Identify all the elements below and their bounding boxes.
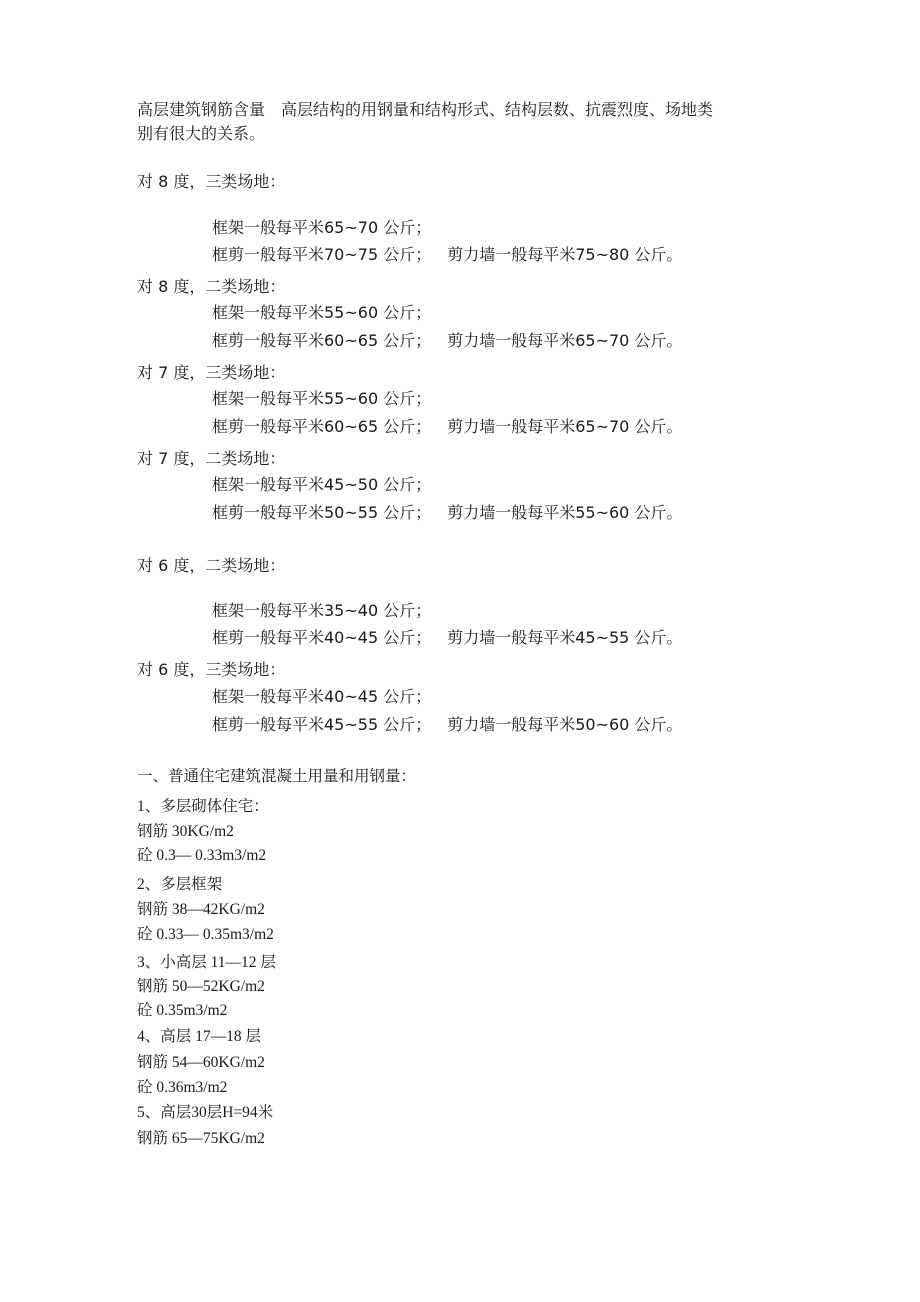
frame-steel-line: 框架一般每平米55~60 公斤； (212, 389, 432, 408)
list-item: 钢筋 54—60KG/m2 (137, 1054, 265, 1071)
shear-wall-text: 剪力墙一般每平米50~60 公斤。 (447, 715, 683, 734)
frame-steel-line: 框架一般每平米65~70 公斤； (212, 218, 432, 237)
list-item: 1、多层砌体住宅： (137, 798, 269, 815)
shear-wall-text: 剪力墙一般每平米55~60 公斤。 (447, 503, 683, 522)
frame-shear-text: 框剪一般每平米50~55 公斤； (212, 503, 432, 522)
frame-steel-line: 框架一般每平米55~60 公斤； (212, 303, 432, 322)
list-item: 砼 0.33— 0.35m3/m2 (137, 926, 274, 943)
list-item: 砼 0.3— 0.33m3/m2 (137, 847, 267, 864)
group-heading: 对 8 度，二类场地： (137, 277, 286, 296)
list-item: 砼 0.35m3/m2 (137, 1002, 228, 1019)
frame-steel-line: 框架一般每平米45~50 公斤； (212, 475, 432, 494)
group-heading: 对 6 度，三类场地： (137, 660, 286, 679)
frame-steel-line: 框架一般每平米40~45 公斤； (212, 687, 432, 706)
list-item: 钢筋 38—42KG/m2 (137, 901, 265, 918)
frame-shear-steel-line (212, 628, 682, 648)
shear-wall-text: 剪力墙一般每平米45~55 公斤。 (447, 628, 683, 647)
frame-shear-text: 框剪一般每平米40~45 公斤； (212, 628, 432, 647)
frame-shear-steel-line (212, 331, 682, 351)
intro-line-2: 别有很大的关系。 (137, 124, 266, 143)
shear-wall-text: 剪力墙一般每平米65~70 公斤。 (447, 331, 683, 350)
intro-line-1: 高层建筑钢筋含量 高层结构的用钢量和结构形式、结构层数、抗震烈度、场地类 (137, 100, 714, 119)
shear-wall-text: 剪力墙一般每平米65~70 公斤。 (447, 417, 683, 436)
group-heading: 对 8 度，三类场地： (137, 172, 286, 191)
list-item: 钢筋 50—52KG/m2 (137, 978, 265, 995)
list-item: 钢筋 30KG/m2 (137, 823, 234, 840)
list-item: 钢筋 65—75KG/m2 (137, 1130, 265, 1147)
frame-shear-text: 框剪一般每平米45~55 公斤； (212, 715, 432, 734)
list-item: 2、多层框架 (137, 876, 223, 893)
frame-shear-text: 框剪一般每平米70~75 公斤； (212, 245, 432, 264)
list-item: 5、高层30层H=94米 (137, 1104, 274, 1121)
frame-shear-steel-line (212, 715, 682, 735)
shear-wall-text: 剪力墙一般每平米75~80 公斤。 (447, 245, 683, 264)
frame-steel-line: 框架一般每平米35~40 公斤； (212, 601, 432, 620)
group-heading: 对 6 度，二类场地： (137, 556, 286, 575)
group-heading: 对 7 度，三类场地： (137, 363, 286, 382)
list-item: 砼 0.36m3/m2 (137, 1079, 228, 1096)
frame-shear-text: 框剪一般每平米60~65 公斤； (212, 331, 432, 350)
group-heading: 对 7 度，二类场地： (137, 449, 286, 468)
frame-shear-steel-line (212, 417, 682, 437)
frame-shear-text: 框剪一般每平米60~65 公斤； (212, 417, 432, 436)
frame-shear-steel-line (212, 503, 682, 523)
frame-shear-steel-line (212, 245, 682, 265)
list-item: 3、小高层 11—12 层 (137, 954, 276, 971)
list-item: 4、高层 17—18 层 (137, 1028, 262, 1045)
section-title: 一、普通住宅建筑混凝土用量和用钢量： (137, 768, 417, 785)
